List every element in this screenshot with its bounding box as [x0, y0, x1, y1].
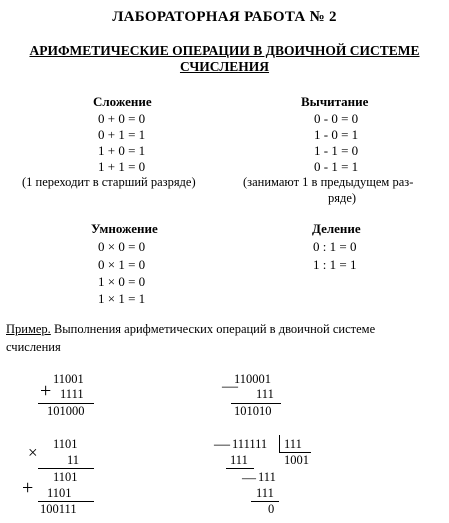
division-row: 1 : 1 = 1 — [313, 257, 357, 272]
page-title: ЛАБОРАТОРНАЯ РАБОТА № 2 — [112, 9, 337, 25]
divisor: 111 — [284, 437, 302, 451]
minus-sign: — — [242, 471, 256, 486]
subtraction-header: Вычитание — [301, 94, 369, 109]
difference-result: 101010 — [234, 404, 272, 418]
minus-sign: — — [222, 378, 238, 395]
subtraction-row: 0 - 0 = 0 — [314, 111, 359, 126]
multiplication-row: 1 × 0 = 0 — [98, 274, 146, 289]
division-row: 0 : 1 = 0 — [313, 239, 357, 254]
example-line-cont: счисления — [6, 340, 61, 354]
divider-line — [251, 501, 279, 502]
plus-sign: + — [22, 477, 34, 499]
divider-line — [38, 468, 94, 469]
division-result: 0 — [268, 502, 275, 516]
subtraction-row: 0 - 1 = 1 — [314, 159, 359, 174]
example-text: Выполнения арифметических операций в двоичной системе — [50, 322, 376, 336]
subtraction-note-cont: ряде) — [328, 191, 357, 205]
subtrahend: 111 — [256, 387, 274, 401]
subtraction-note: (занимают 1 в предыдущем раз- — [243, 175, 414, 189]
division-header: Деление — [312, 221, 361, 236]
subtracted-value: 111 — [230, 453, 248, 467]
minus-sign: — — [214, 436, 230, 453]
addition-row: 1 + 0 = 1 — [98, 143, 146, 158]
subtracted-value: 111 — [256, 486, 274, 500]
multiplier: 11 — [67, 453, 80, 467]
times-sign: × — [28, 443, 38, 462]
multiplication-header: Умножение — [91, 221, 158, 236]
multiplication-row: 1 × 1 = 1 — [98, 291, 146, 306]
sum-result: 101000 — [47, 404, 85, 418]
addition-note: (1 переходит в старший разряде) — [22, 175, 196, 189]
addition-header: Сложение — [93, 94, 152, 109]
multiplication-row: 0 × 1 = 0 — [98, 257, 146, 272]
multiplication-row: 0 × 0 = 0 — [98, 239, 146, 254]
example-line — [6, 323, 375, 336]
multiplicand: 1101 — [53, 437, 78, 451]
product-result: 100111 — [40, 502, 77, 516]
addition-row: 0 + 1 = 1 — [98, 127, 146, 142]
section-title: АРИФМЕТИЧЕСКИЕ ОПЕРАЦИИ В ДВОИЧНОЙ СИСТЕМЕ — [29, 43, 420, 58]
minuend: 110001 — [234, 372, 272, 386]
plus-sign: + — [40, 380, 52, 402]
section-title-cont: СЧИСЛЕНИЯ — [179, 59, 270, 74]
subtraction-row: 1 - 0 = 1 — [314, 127, 359, 142]
dividend: 111111 — [232, 437, 268, 451]
addend: 1111 — [60, 387, 84, 401]
divider-line — [226, 468, 254, 469]
subtraction-row: 1 - 1 = 0 — [314, 143, 359, 158]
addition-row: 1 + 1 = 0 — [98, 159, 146, 174]
division-bar — [279, 435, 280, 453]
addition-row: 0 + 0 = 0 — [98, 111, 146, 126]
example-label: Пример. — [6, 322, 51, 336]
quotient: 1001 — [284, 453, 309, 467]
addend: 11001 — [53, 372, 84, 386]
partial-product: 1101 — [53, 470, 78, 484]
remainder-value: 111 — [258, 470, 276, 484]
partial-product: 1101 — [47, 486, 72, 500]
